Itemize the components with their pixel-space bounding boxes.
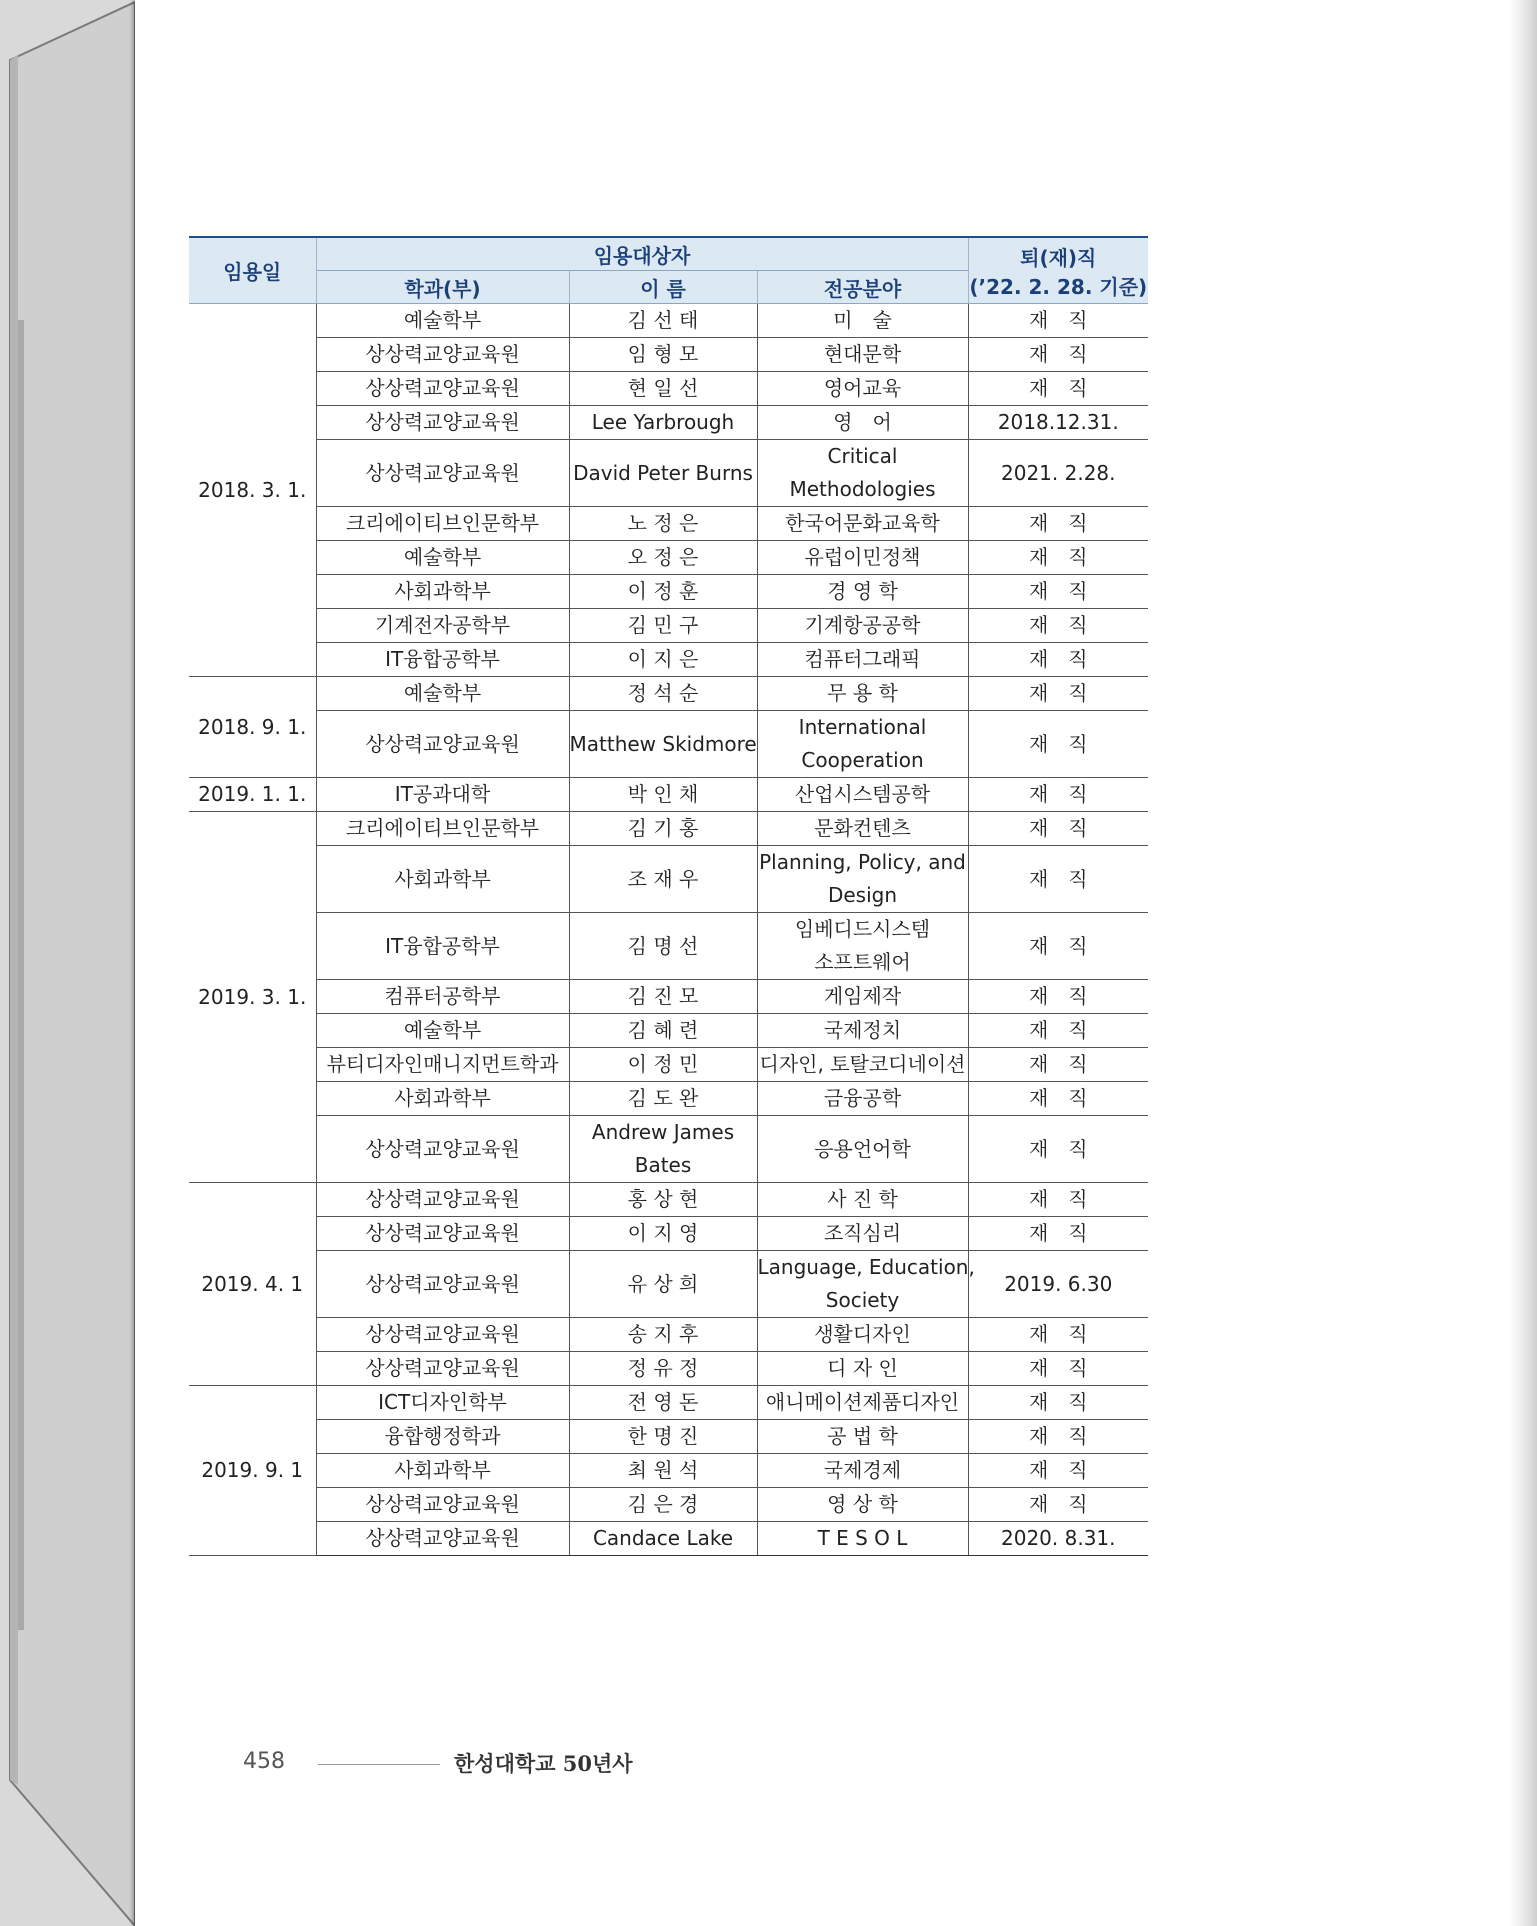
name-cell	[569, 1251, 757, 1318]
name-cell	[569, 1116, 757, 1183]
name-cell	[569, 1082, 757, 1116]
name-cell	[569, 1420, 757, 1454]
table-body	[189, 304, 1148, 1556]
major-line: 사 진 학	[827, 1187, 898, 1211]
table-row	[189, 812, 1148, 846]
dept-cell: 상상력교양교육원	[316, 338, 569, 372]
table-row	[189, 1420, 1148, 1454]
table-row	[189, 575, 1148, 609]
name-cell	[569, 846, 757, 913]
dept-cell: IT공과대학	[316, 778, 569, 812]
status-cell: 재 직	[968, 1116, 1148, 1183]
table-row	[189, 338, 1148, 372]
table-row	[189, 1386, 1148, 1420]
name-cell	[569, 1048, 757, 1082]
major-cell	[757, 440, 968, 507]
name-line: 송 지 후	[627, 1322, 699, 1346]
status-cell: 재 직	[968, 643, 1148, 677]
table-row	[189, 541, 1148, 575]
table-row	[189, 406, 1148, 440]
status-cell: 재 직	[968, 541, 1148, 575]
major-line: 애니메이션제품디자인	[765, 1390, 960, 1414]
name-line: Matthew Skidmore	[569, 731, 757, 756]
table-row	[189, 846, 1148, 913]
major-line: 기계항공공학	[804, 613, 921, 637]
dept-cell: 기계전자공학부	[316, 609, 569, 643]
major-line: 경 영 학	[827, 579, 898, 603]
major-cell	[757, 1488, 968, 1522]
dept-cell: 상상력교양교육원	[316, 1251, 569, 1318]
table-row	[189, 304, 1148, 338]
table-row	[189, 643, 1148, 677]
major-cell	[757, 643, 968, 677]
name-line: 이 정 민	[627, 1052, 699, 1076]
name-cell	[569, 1183, 757, 1217]
dept-cell: 뷰티디자인매니지먼트학과	[316, 1048, 569, 1082]
name-line: 이 정 훈	[627, 579, 699, 603]
dept-cell: 상상력교양교육원	[316, 1217, 569, 1251]
name-line: 이 지 영	[627, 1221, 699, 1245]
major-line: 디 자 인	[827, 1356, 898, 1380]
major-line: 디자인, 토탈코디네이션	[759, 1052, 966, 1076]
major-line: 국제정치	[823, 1018, 902, 1042]
name-line: 김 도 완	[627, 1086, 699, 1110]
dept-cell: 상상력교양교육원	[316, 1183, 569, 1217]
name-line: Candace Lake	[592, 1526, 734, 1550]
page-edge	[1509, 0, 1537, 1926]
major-cell	[757, 711, 968, 778]
major-cell	[757, 406, 968, 440]
major-line: 게임제작	[823, 984, 902, 1008]
status-cell: 재 직	[968, 304, 1148, 338]
appointment-date-cell: 2019. 1. 1.	[189, 778, 316, 812]
status-cell: 재 직	[968, 677, 1148, 711]
dept-cell: 상상력교양교육원	[316, 1318, 569, 1352]
name-line: 홍 상 현	[627, 1187, 699, 1211]
status-cell: 재 직	[968, 711, 1148, 778]
name-line: 노 정 은	[627, 511, 699, 535]
major-line: 금융공학	[823, 1086, 902, 1110]
name-line: 한 명 진	[627, 1424, 699, 1448]
major-cell	[757, 677, 968, 711]
table-row	[189, 1116, 1148, 1183]
page-number: 458	[243, 1749, 285, 1774]
dept-cell: 예술학부	[316, 541, 569, 575]
major-cell	[757, 338, 968, 372]
name-line: 유 상 희	[627, 1271, 699, 1296]
header-dept: 학과(부)	[316, 271, 569, 304]
dept-cell: 크리에이티브인문학부	[316, 507, 569, 541]
major-line: 생활디자인	[814, 1322, 911, 1346]
name-cell	[569, 1454, 757, 1488]
status-cell: 재 직	[968, 913, 1148, 980]
status-cell: 재 직	[968, 372, 1148, 406]
status-cell: 재 직	[968, 1488, 1148, 1522]
major-line: International	[798, 715, 927, 739]
name-line: 정 유 정	[627, 1356, 699, 1380]
major-cell	[757, 846, 968, 913]
major-line: 임베디드시스템	[794, 917, 931, 941]
status-cell: 재 직	[968, 1454, 1148, 1488]
name-line: Andrew James	[591, 1120, 735, 1144]
major-cell	[757, 1318, 968, 1352]
name-cell	[569, 1318, 757, 1352]
name-cell	[569, 440, 757, 507]
table-row	[189, 1014, 1148, 1048]
major-cell	[757, 1386, 968, 1420]
dept-cell: 사회과학부	[316, 846, 569, 913]
dept-cell: 상상력교양교육원	[316, 372, 569, 406]
dept-cell: 융합행정학과	[316, 1420, 569, 1454]
major-cell	[757, 507, 968, 541]
status-cell: 재 직	[968, 1318, 1148, 1352]
dept-cell: IT융합공학부	[316, 643, 569, 677]
name-cell	[569, 304, 757, 338]
table-header	[189, 237, 1148, 304]
name-line: 김 기 홍	[627, 816, 699, 840]
major-line: 소프트웨어	[814, 950, 911, 974]
name-line: 김 명 선	[627, 933, 699, 958]
table-row	[189, 1048, 1148, 1082]
table-row	[189, 980, 1148, 1014]
major-line: 무 용 학	[827, 681, 898, 705]
book-side-edge	[0, 0, 140, 1926]
name-line: 이 지 은	[627, 647, 699, 671]
appointment-date-cell: 2018. 9. 1.	[189, 677, 316, 778]
table-row	[189, 1082, 1148, 1116]
status-cell: 재 직	[968, 1386, 1148, 1420]
header-date: 임용일	[189, 237, 316, 304]
major-cell	[757, 1352, 968, 1386]
dept-cell: IT융합공학부	[316, 913, 569, 980]
name-cell	[569, 1352, 757, 1386]
dept-cell: 상상력교양교육원	[316, 440, 569, 507]
major-cell	[757, 575, 968, 609]
dept-cell: 예술학부	[316, 304, 569, 338]
table-row	[189, 1251, 1148, 1318]
major-line: 산업시스템공학	[794, 782, 931, 806]
status-cell: 재 직	[968, 609, 1148, 643]
status-cell: 재 직	[968, 812, 1148, 846]
major-line: 조직심리	[823, 1221, 902, 1245]
name-cell	[569, 643, 757, 677]
table-row	[189, 778, 1148, 812]
major-cell	[757, 609, 968, 643]
status-cell: 재 직	[968, 575, 1148, 609]
major-line: Language, Education,	[757, 1255, 975, 1279]
major-cell	[757, 1116, 968, 1183]
name-cell	[569, 541, 757, 575]
header-appointee-group: 임용대상자	[316, 237, 968, 271]
name-cell	[569, 913, 757, 980]
major-line: 한국어문화교육학	[785, 511, 940, 535]
table-row	[189, 1183, 1148, 1217]
dept-cell: 상상력교양교육원	[316, 1488, 569, 1522]
major-cell	[757, 1217, 968, 1251]
major-line: 응용언어학	[814, 1136, 911, 1161]
table-row	[189, 1217, 1148, 1251]
major-line: 컴퓨터그래픽	[804, 647, 921, 671]
name-line: David Peter Burns	[573, 460, 753, 485]
dept-cell: ICT디자인학부	[316, 1386, 569, 1420]
major-line: Critical	[827, 444, 898, 468]
major-line: 국제경제	[823, 1458, 902, 1482]
major-line: 현대문학	[823, 342, 902, 366]
header-status-line2: (’22. 2. 28. 기준)	[969, 274, 1148, 299]
name-cell	[569, 609, 757, 643]
name-cell	[569, 1488, 757, 1522]
major-line: Society	[825, 1288, 900, 1312]
name-cell	[569, 778, 757, 812]
name-cell	[569, 338, 757, 372]
major-line: 영 상 학	[827, 1492, 898, 1516]
name-cell	[569, 677, 757, 711]
name-line: 전 영 돈	[627, 1390, 699, 1414]
table-row	[189, 1352, 1148, 1386]
table-row	[189, 913, 1148, 980]
name-line: 현 일 선	[627, 376, 699, 400]
footer-divider	[318, 1764, 440, 1765]
major-cell	[757, 541, 968, 575]
major-cell	[757, 1420, 968, 1454]
status-cell: 재 직	[968, 507, 1148, 541]
name-line: 정 석 순	[627, 681, 699, 705]
table-row	[189, 507, 1148, 541]
table-row	[189, 711, 1148, 778]
status-cell: 2019. 6.30	[968, 1251, 1148, 1318]
dept-cell: 컴퓨터공학부	[316, 980, 569, 1014]
header-status	[968, 237, 1148, 304]
major-cell	[757, 1048, 968, 1082]
name-line: 박 인 채	[627, 782, 699, 806]
major-line: 영어교육	[823, 376, 902, 400]
major-line: Planning, Policy, and	[759, 850, 966, 874]
appointment-date-cell: 2019. 4. 1	[189, 1183, 316, 1386]
major-line: 공 법 학	[827, 1424, 898, 1448]
status-cell: 2021. 2.28.	[968, 440, 1148, 507]
dept-cell: 크리에이티브인문학부	[316, 812, 569, 846]
name-cell	[569, 507, 757, 541]
header-name: 이 름	[569, 271, 757, 304]
dept-cell: 상상력교양교육원	[316, 1352, 569, 1386]
name-line: 오 정 은	[627, 545, 699, 569]
major-cell	[757, 1251, 975, 1318]
dept-cell: 예술학부	[316, 677, 569, 711]
name-cell	[569, 1386, 757, 1420]
major-line: 미 술	[833, 308, 892, 332]
major-cell	[757, 1454, 968, 1488]
table-row	[189, 1522, 1148, 1556]
header-major: 전공분야	[757, 271, 968, 304]
status-cell: 재 직	[968, 980, 1148, 1014]
appointment-date-cell: 2019. 9. 1	[189, 1386, 316, 1556]
major-line: 유럽이민정책	[804, 545, 921, 569]
status-cell: 재 직	[968, 1183, 1148, 1217]
name-line: 김 은 경	[627, 1492, 699, 1516]
major-cell	[757, 980, 968, 1014]
appointment-table	[189, 236, 1148, 1556]
major-cell	[757, 304, 968, 338]
table-row	[189, 440, 1148, 507]
major-cell	[757, 812, 968, 846]
name-cell	[569, 980, 757, 1014]
dept-cell: 예술학부	[316, 1014, 569, 1048]
name-line: Bates	[634, 1153, 692, 1177]
major-line: Methodologies	[789, 477, 936, 501]
appointment-date-cell: 2018. 3. 1.	[189, 304, 316, 677]
status-cell: 재 직	[968, 1420, 1148, 1454]
status-cell: 2018.12.31.	[968, 406, 1148, 440]
name-cell	[569, 1014, 757, 1048]
major-line: Design	[827, 883, 898, 907]
major-cell	[757, 1014, 968, 1048]
table-row	[189, 1488, 1148, 1522]
name-line: 임 형 모	[627, 342, 699, 366]
table-row	[189, 609, 1148, 643]
status-cell: 재 직	[968, 1014, 1148, 1048]
dept-cell: 사회과학부	[316, 1454, 569, 1488]
dept-cell: 사회과학부	[316, 575, 569, 609]
major-cell	[757, 372, 968, 406]
book-title: 한성대학교 50년사	[454, 1751, 633, 1776]
major-cell	[757, 1522, 968, 1556]
name-line: Lee Yarbrough	[591, 410, 735, 434]
status-cell: 재 직	[968, 338, 1148, 372]
name-cell	[569, 575, 757, 609]
table-row	[189, 1318, 1148, 1352]
name-line: 김 민 구	[627, 613, 699, 637]
dept-cell: 상상력교양교육원	[316, 711, 569, 778]
dept-cell: 사회과학부	[316, 1082, 569, 1116]
status-cell: 재 직	[968, 1048, 1148, 1082]
name-line: 김 혜 련	[627, 1018, 699, 1042]
major-cell	[757, 1082, 968, 1116]
major-line: Cooperation	[801, 748, 924, 772]
name-line: 김 선 태	[627, 308, 699, 332]
header-status-line1: 퇴(재)직	[1020, 245, 1097, 270]
name-cell	[569, 406, 757, 440]
name-line: 김 진 모	[627, 984, 699, 1008]
major-line: 문화컨텐츠	[814, 816, 911, 840]
major-cell	[757, 913, 968, 980]
status-cell: 재 직	[968, 1082, 1148, 1116]
name-cell	[569, 1522, 757, 1556]
name-line: 조 재 우	[627, 866, 699, 891]
major-line: T E S O L	[817, 1526, 908, 1550]
status-cell: 재 직	[968, 846, 1148, 913]
major-cell	[757, 778, 968, 812]
name-cell	[569, 372, 757, 406]
name-cell	[569, 711, 757, 778]
table-row	[189, 372, 1148, 406]
major-cell	[757, 1183, 968, 1217]
status-cell: 재 직	[968, 1352, 1148, 1386]
status-cell: 2020. 8.31.	[968, 1522, 1148, 1556]
appointment-date-cell: 2019. 3. 1.	[189, 812, 316, 1183]
table-row	[189, 1454, 1148, 1488]
major-line: 영 어	[833, 410, 892, 434]
name-cell	[569, 812, 757, 846]
dept-cell: 상상력교양교육원	[316, 1522, 569, 1556]
status-cell: 재 직	[968, 778, 1148, 812]
table-row	[189, 677, 1148, 711]
status-cell: 재 직	[968, 1217, 1148, 1251]
name-line: 최 원 석	[627, 1458, 699, 1482]
name-cell	[569, 1217, 757, 1251]
dept-cell: 상상력교양교육원	[316, 1116, 569, 1183]
dept-cell: 상상력교양교육원	[316, 406, 569, 440]
